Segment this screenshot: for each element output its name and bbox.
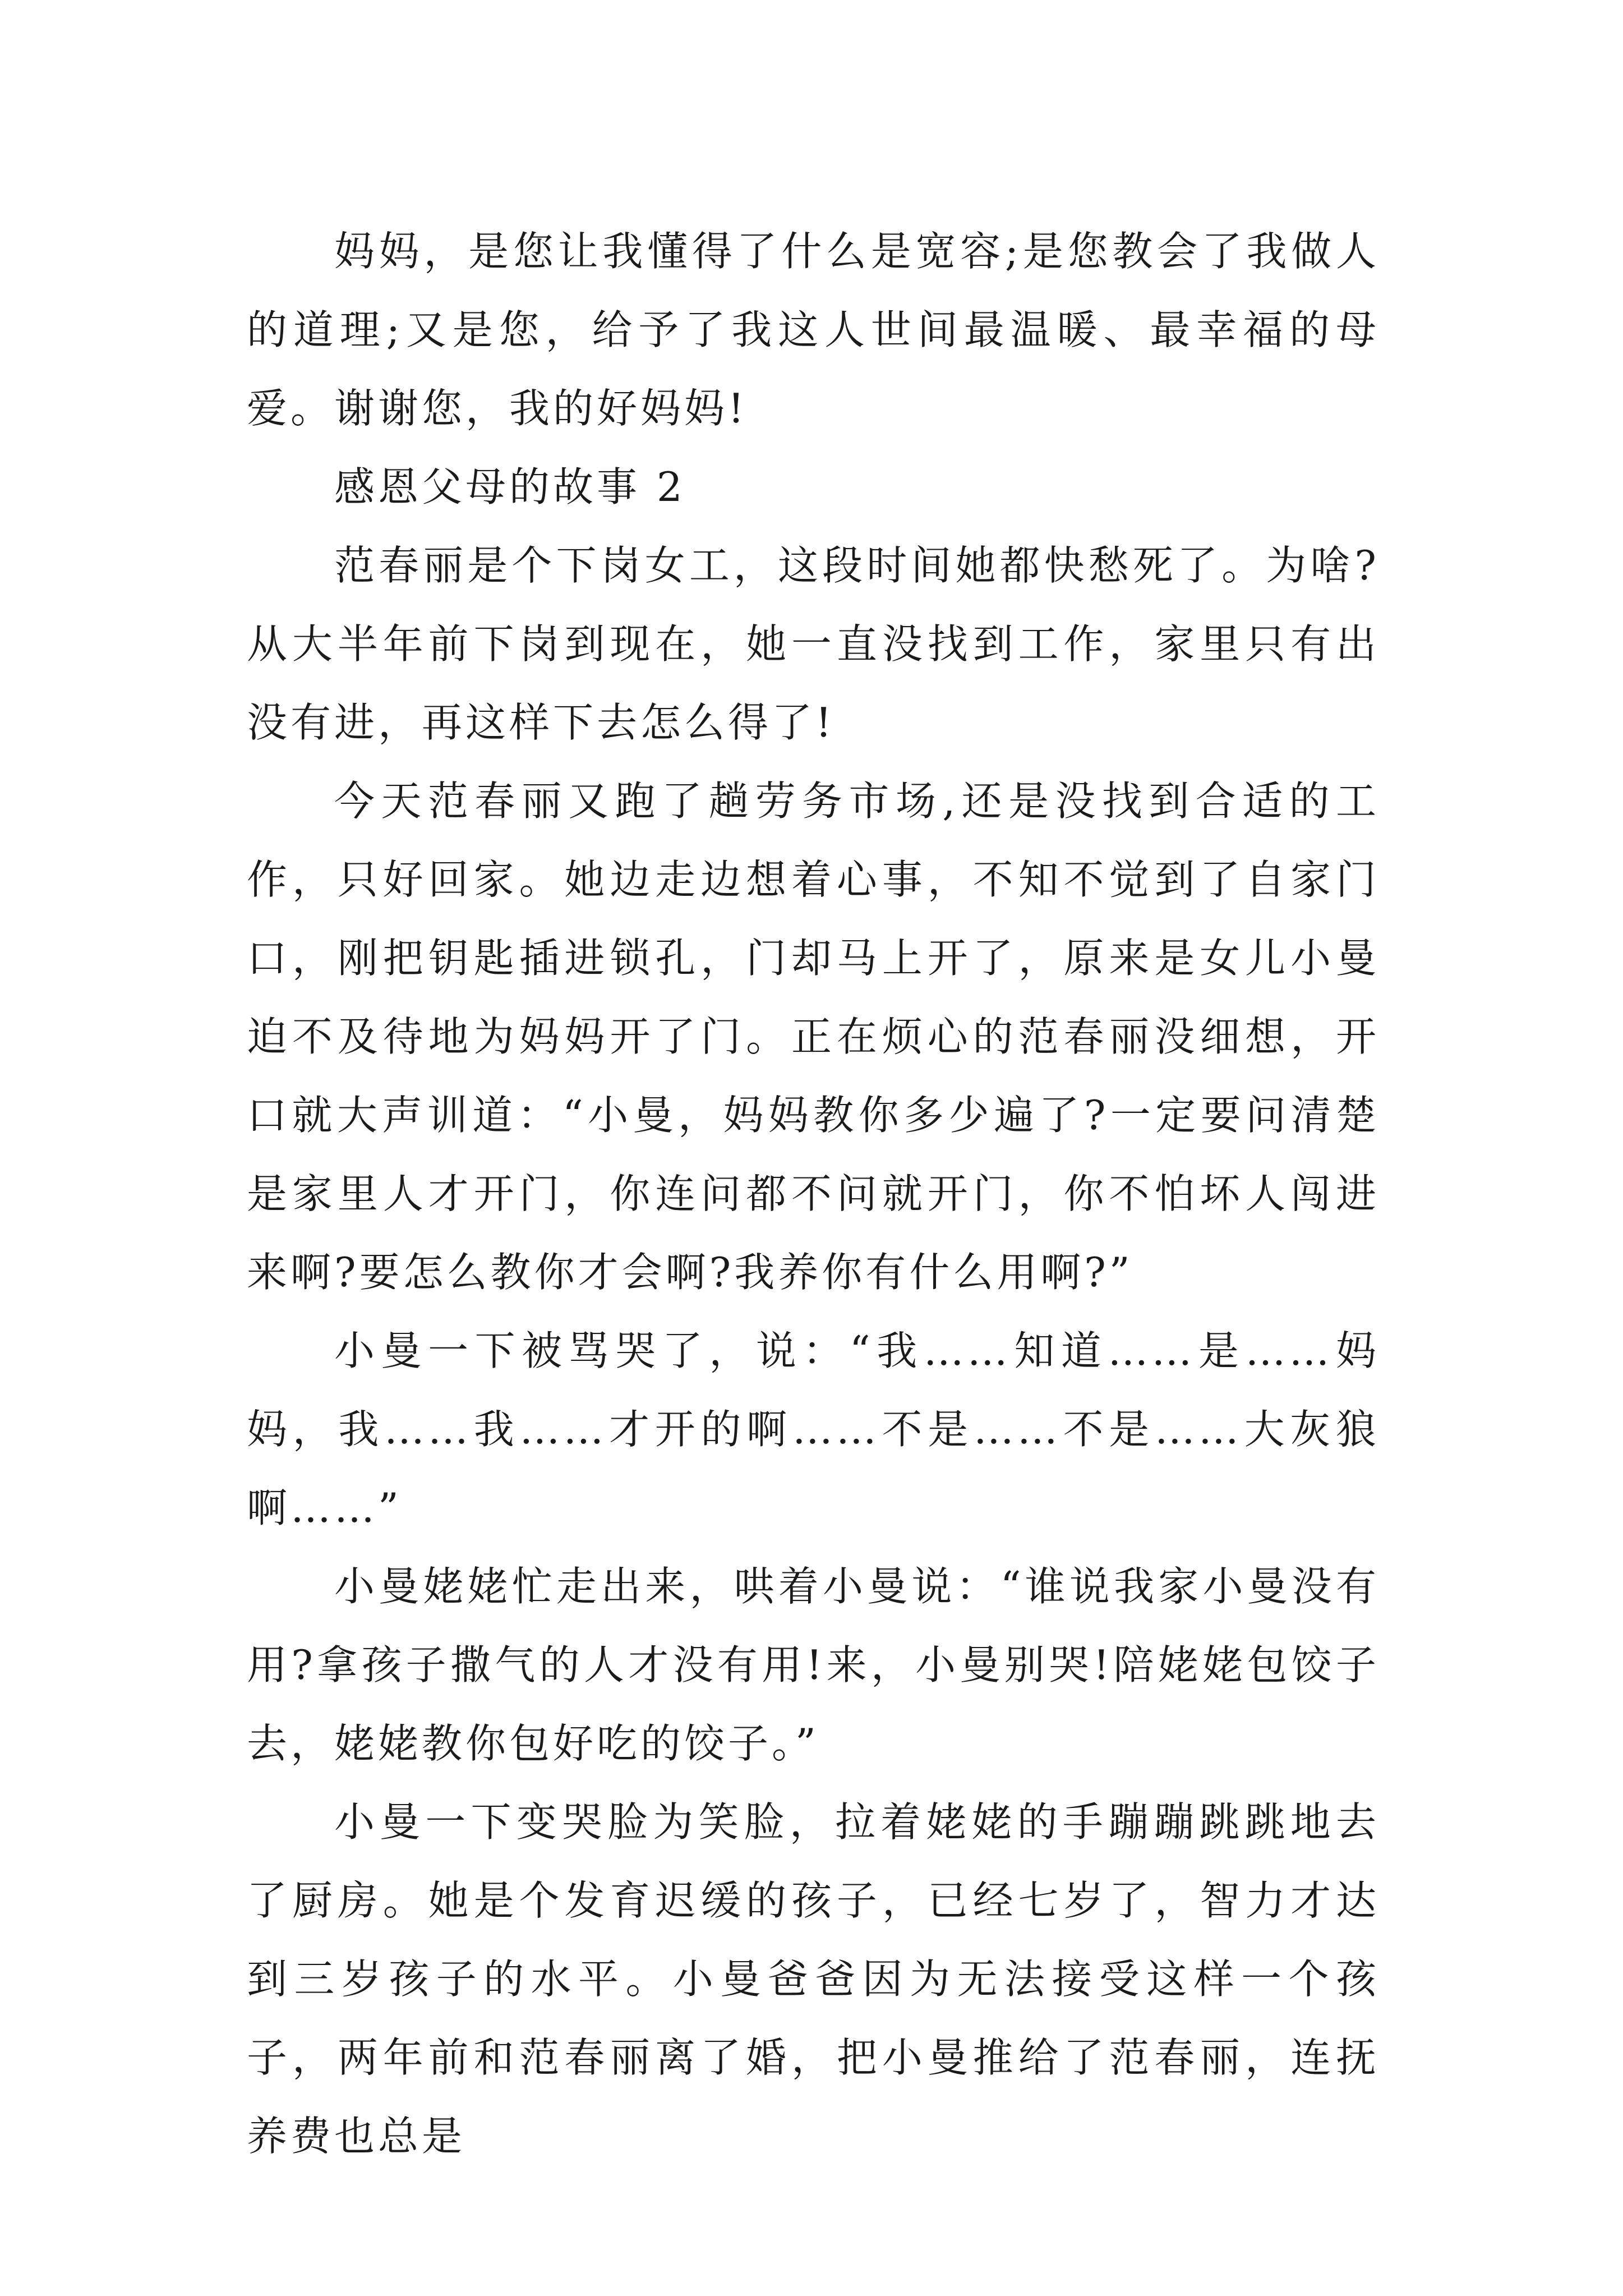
document-body: [247, 212, 1380, 2175]
paragraph-coming-home: 今天范春丽又跑了趟劳务市场,还是没找到合适的工作，只好回家。她边走边想着心事，不知不觉到了自家门口，刚把钥匙插进锁孔，门却马上开了，原来是女儿小曼迫不及待地为妈妈开了门。正在烦心的范春丽没细想，开口就大声训道：“小曼，妈妈教你多少遍了?一定要问清楚是家里人才开门，你连问都不问就开门，你不怕坏人闯进来啊?要怎么教你才会啊?我养你有什么用啊?”: [247, 777, 1380, 1296]
paragraph-gratitude-to-mother: 妈妈，是您让我懂得了什么是宽容;是您教会了我做人的道理;又是您，给予了我这人世间最温暖、最幸福的母爱。谢谢您，我的好妈妈!: [247, 228, 1380, 432]
section-heading: 感恩父母的故事 2: [334, 463, 686, 510]
paragraph-grandmother-comforts: 小曼姥姥忙走出来，哄着小曼说：“谁说我家小曼没有用?拿孩子撒气的人才没有用!来，小曼别哭!陪姥姥包饺子去，姥姥教你包好吃的饺子。”: [247, 1563, 1380, 1767]
paragraph-laid-off-worker: 范春丽是个下岗女工，这段时间她都快愁死了。为啥?从大半年前下岗到现在，她一直没找到工作，家里只有出没有进，再这样下去怎么得了!: [247, 542, 1380, 746]
paragraph-background-story: 小曼一下变哭脸为笑脸，拉着姥姥的手蹦蹦跳跳地去了厨房。她是个发育迟缓的孩子，已经七岁了，智力才达到三岁孩子的水平。小曼爸爸因为无法接受这样一个孩子，两年前和范春丽离了婚，把小曼推给了范春丽，连抚养费也总是: [247, 1798, 1380, 2160]
paragraph-xiaoman-crying: 小曼一下被骂哭了，说：“我……知道……是……妈妈，我……我……才开的啊……不是……不是……大灰狼啊……”: [247, 1327, 1380, 1531]
